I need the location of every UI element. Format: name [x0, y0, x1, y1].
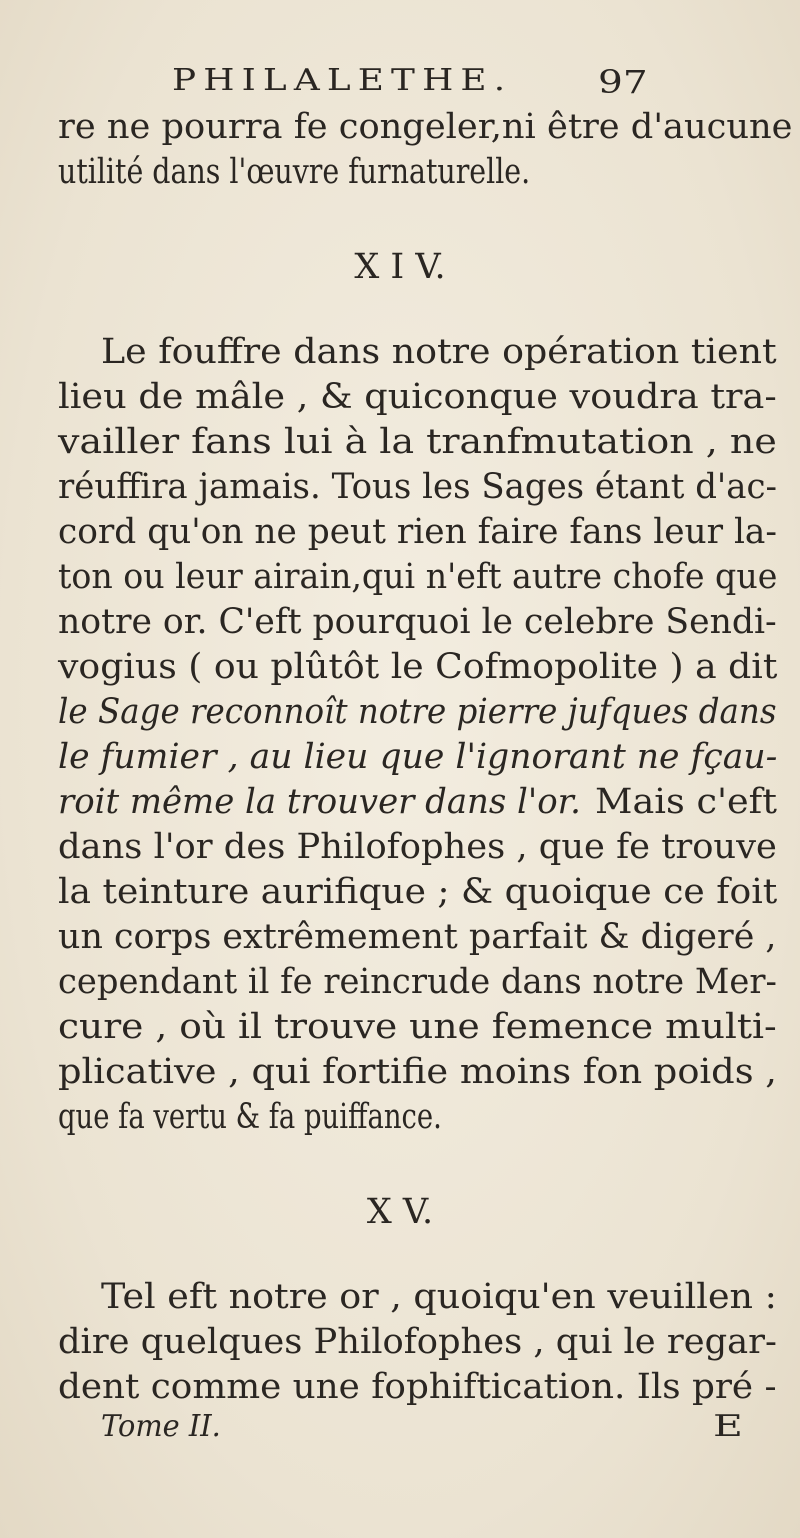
text-line: Le fouffre dans notre opération tient — [101, 332, 777, 372]
text-line: dire quelques Philofophes , qui le regar- — [58, 1322, 777, 1362]
italic-quotation-line: le fumier , au lieu que l'ignorant ne fçau- — [58, 737, 778, 777]
text-line: cure , où il trouve une femence multi- — [58, 1007, 777, 1047]
signature-mark: E — [713, 1409, 743, 1444]
text-line: vogius ( ou plûtôt le Cofmopolite ) a dit — [58, 647, 778, 687]
text-line: utilité dans l'œuvre furnaturelle. — [58, 152, 531, 192]
italic-quotation-line: roit même la trouver dans l'or. — [58, 782, 581, 822]
text-line: notre or. C'eft pourquoi le celebre Sendi- — [58, 602, 777, 642]
section-heading: X I V. — [354, 247, 446, 287]
text-line: un corps extrêmement parfait & digeré , — [58, 917, 777, 957]
text-line: plicative , qui fortifie moins fon poids , — [58, 1052, 777, 1092]
text-line: dans l'or des Philofophes , que fe trouve — [58, 827, 777, 867]
italic-quotation-line: le Sage reconnoît notre pierre jufques dans — [58, 692, 777, 732]
text-line: que fa vertu & fa puiffance. — [58, 1097, 442, 1137]
text-line: lieu de mâle , & quiconque voudra tra- — [58, 377, 777, 417]
text-line: Tel eft notre or , quoiqu'en veuillen : — [101, 1277, 777, 1317]
volume-footer: Tome II. — [101, 1409, 221, 1444]
text-line: re ne pourra fe congeler,ni être d'aucune — [58, 107, 793, 147]
text-line: cord qu'on ne peut rien faire fans leur la- — [58, 512, 778, 552]
text-line: dent comme une fophiftication. Ils pré - — [58, 1367, 777, 1407]
text-line: cependant il fe reincrude dans notre Mer- — [58, 962, 777, 1002]
running-title: PHILALETHE. — [172, 63, 513, 98]
text-line: la teinture aurifique ; & quoique ce foit — [58, 872, 778, 912]
section-heading: X V. — [366, 1192, 434, 1232]
page-number: 97 — [598, 63, 648, 101]
text-line: vailler fans lui à la tranfmutation , ne — [58, 422, 777, 462]
text-line: ton ou leur airain,qui n'eft autre chofe que — [58, 557, 778, 597]
text-line: Mais c'eft — [595, 782, 777, 822]
text-line: réuffira jamais. Tous les Sages étant d'ac- — [58, 467, 778, 507]
